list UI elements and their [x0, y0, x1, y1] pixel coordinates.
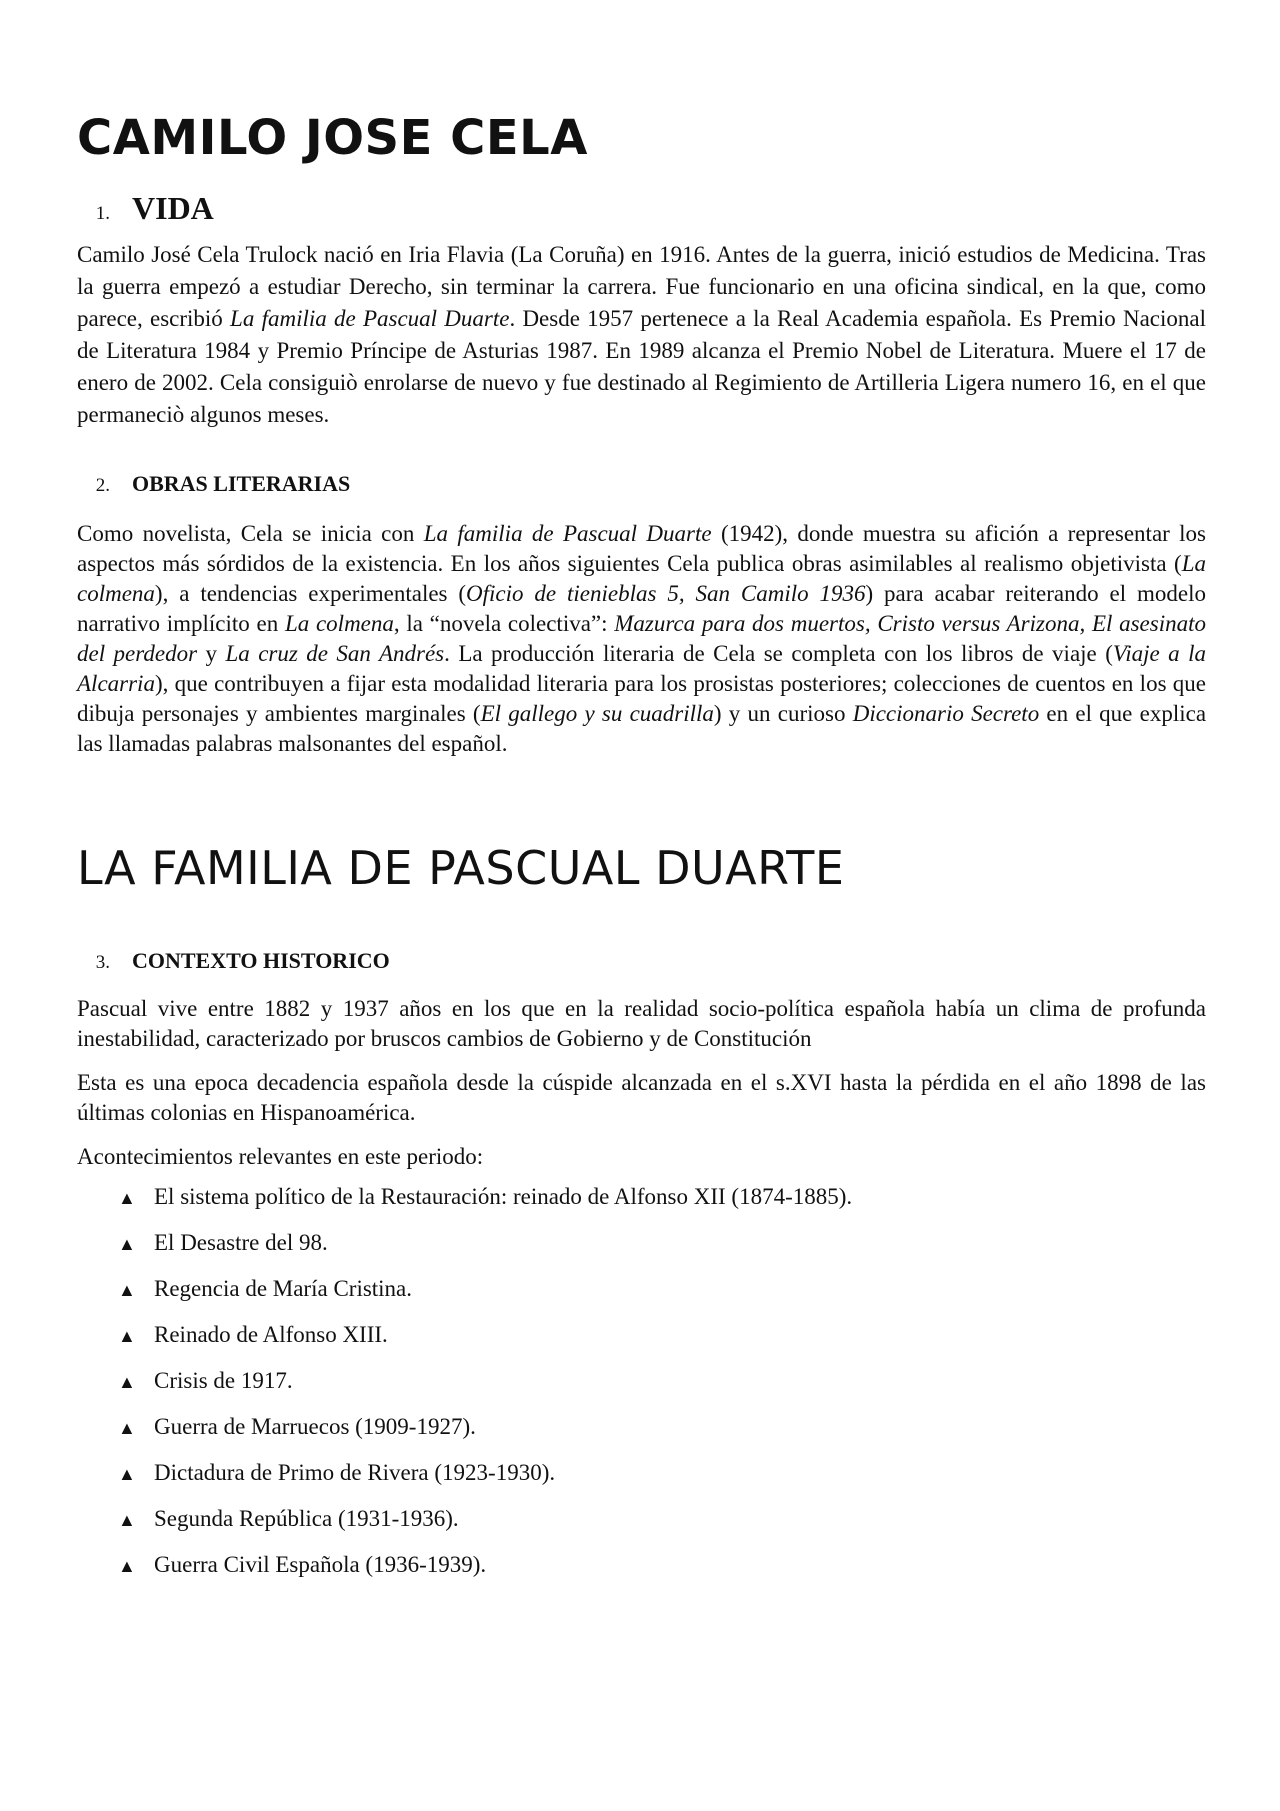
- document-content: [77, 110, 1206, 1598]
- section-number: 1.: [95, 202, 110, 224]
- page-title: CAMILO JOSE CELA: [77, 110, 588, 166]
- triangle-bullet-icon: ▲: [118, 1555, 136, 1576]
- italic-title: La colmena: [77, 550, 1206, 606]
- italic-title: Diccionario Secreto: [852, 700, 1040, 726]
- list-item: [77, 1276, 1206, 1322]
- section-heading-contexto: [77, 948, 1206, 974]
- events-intro: Acontecimientos relevantes en este periodo:: [77, 1143, 484, 1169]
- list-item-text: Dictadura de Primo de Rivera (1923-1930).: [154, 1459, 556, 1485]
- text-run: ), a tendencias experimentales (: [154, 580, 467, 606]
- section-title: OBRAS LITERARIAS: [132, 470, 351, 496]
- text-run: y: [197, 640, 226, 666]
- italic-title: La colmena: [284, 610, 394, 636]
- text-run: Camilo José Cela Trulock nació en Iria Flavia (La Coruña) en 1916. Antes de la guerra, inició estudios de Medicina. Tras la guerra empezó a estudiar Derecho, sin terminar la carrera. Fue funcionario en una oficina sindical, en la que, como parece, escribió: [77, 241, 1206, 331]
- text-run: . La producción literaria de Cela se completa con los libros de viaje (: [444, 640, 1113, 666]
- list-item-text: Segunda República (1931-1936).: [154, 1505, 459, 1531]
- section-number: 3.: [95, 951, 110, 973]
- italic-title: El gallego y su cuadrilla: [480, 700, 714, 726]
- section-number: 2.: [95, 474, 110, 496]
- triangle-bullet-icon: ▲: [118, 1463, 136, 1484]
- list-item: [77, 1368, 1206, 1414]
- triangle-bullet-icon: ▲: [118, 1509, 136, 1530]
- section-title: CONTEXTO HISTORICO: [132, 947, 390, 973]
- triangle-bullet-icon: ▲: [118, 1187, 136, 1208]
- contexto-paragraph-1: Pascual vive entre 1882 y 1937 años en los que en la realidad socio-política española había un clima de profunda inestabilidad, caracterizado por bruscos cambios de Gobierno y de Constitución: [77, 995, 1206, 1051]
- section-heading-obras: [77, 471, 1206, 497]
- italic-title: La familia de Pascual Duarte: [423, 520, 712, 546]
- list-item-text: Reinado de Alfonso XIII.: [154, 1321, 388, 1347]
- italic-title: Oficio de tienieblas 5, San Camilo 1936: [466, 580, 866, 606]
- text-run: ), que contribuyen a fijar esta modalidad literaria para los prosistas posteriores; colecciones de cuentos en los que dibuja personajes y ambientes marginales (: [77, 670, 1206, 726]
- list-item-text: Regencia de María Cristina.: [154, 1275, 413, 1301]
- list-item-text: El Desastre del 98.: [154, 1229, 328, 1255]
- events-list: [77, 1184, 1206, 1598]
- italic-title: La familia de Pascual Duarte: [230, 305, 510, 331]
- italic-title: La cruz de San Andrés: [225, 640, 445, 666]
- list-item-text: Guerra Civil Española (1936-1939).: [154, 1551, 487, 1577]
- italic-title: Viaje a la Alcarria: [77, 640, 1207, 696]
- text-run: Como novelista, Cela se inicia con: [77, 520, 424, 546]
- list-item: [77, 1506, 1206, 1552]
- text-run: , la “novela colectiva”:: [393, 610, 615, 636]
- italic-title: Mazurca para dos muertos, Cristo versus Arizona, El asesinato del perdedor: [77, 610, 1206, 666]
- text-run: (1942), donde muestra su afición a representar los aspectos más sórdidos de la existencia. En los años siguientes Cela publica obras asimilables al realismo objetivista (: [77, 520, 1207, 576]
- list-item-text: Guerra de Marruecos (1909-1927).: [154, 1413, 476, 1439]
- contexto-paragraph-2: Esta es una epoca decadencia española desde la cúspide alcanzada en el s.XVI hasta la pérdida en el año 1898 de las últimas colonias en Hispanoamérica.: [77, 1069, 1206, 1125]
- triangle-bullet-icon: ▲: [118, 1325, 136, 1346]
- list-item-text: Crisis de 1917.: [154, 1367, 293, 1393]
- obras-paragraph: [77, 519, 1206, 759]
- text-run: . Desde 1957 pertenece a la Real Academia española. Es Premio Nacional de Literatura 1984 y Premio Príncipe de Asturias 1987. En 1989 alcanza el Premio Nobel de Literatura. Muere el 17 de enero de 2002. Cela consiguiò enrolarse de nuevo y fue destinado al Regimiento de Artilleria Ligera numero 16, en el que permaneciò algunos meses.: [77, 305, 1207, 427]
- list-item: [77, 1230, 1206, 1276]
- triangle-bullet-icon: ▲: [118, 1371, 136, 1392]
- list-item: [77, 1552, 1206, 1598]
- list-item: [77, 1460, 1206, 1506]
- triangle-bullet-icon: ▲: [118, 1233, 136, 1254]
- vida-paragraph: [77, 239, 1206, 431]
- list-item: [77, 1322, 1206, 1368]
- subtitle: LA FAMILIA DE PASCUAL DUARTE: [77, 840, 845, 895]
- text-run: ) para acabar reiterando el modelo narrativo implícito en: [77, 580, 1206, 636]
- section-heading-vida: [77, 190, 1206, 227]
- list-item: [77, 1414, 1206, 1460]
- text-run: en el que explica las llamadas palabras malsonantes del español.: [77, 700, 1207, 756]
- text-run: ) y un curioso: [713, 700, 853, 726]
- triangle-bullet-icon: ▲: [118, 1279, 136, 1300]
- list-item-text: El sistema político de la Restauración: reinado de Alfonso XII (1874-1885).: [154, 1183, 853, 1209]
- triangle-bullet-icon: ▲: [118, 1417, 136, 1438]
- list-item: [77, 1184, 1206, 1230]
- section-title: VIDA: [132, 189, 214, 226]
